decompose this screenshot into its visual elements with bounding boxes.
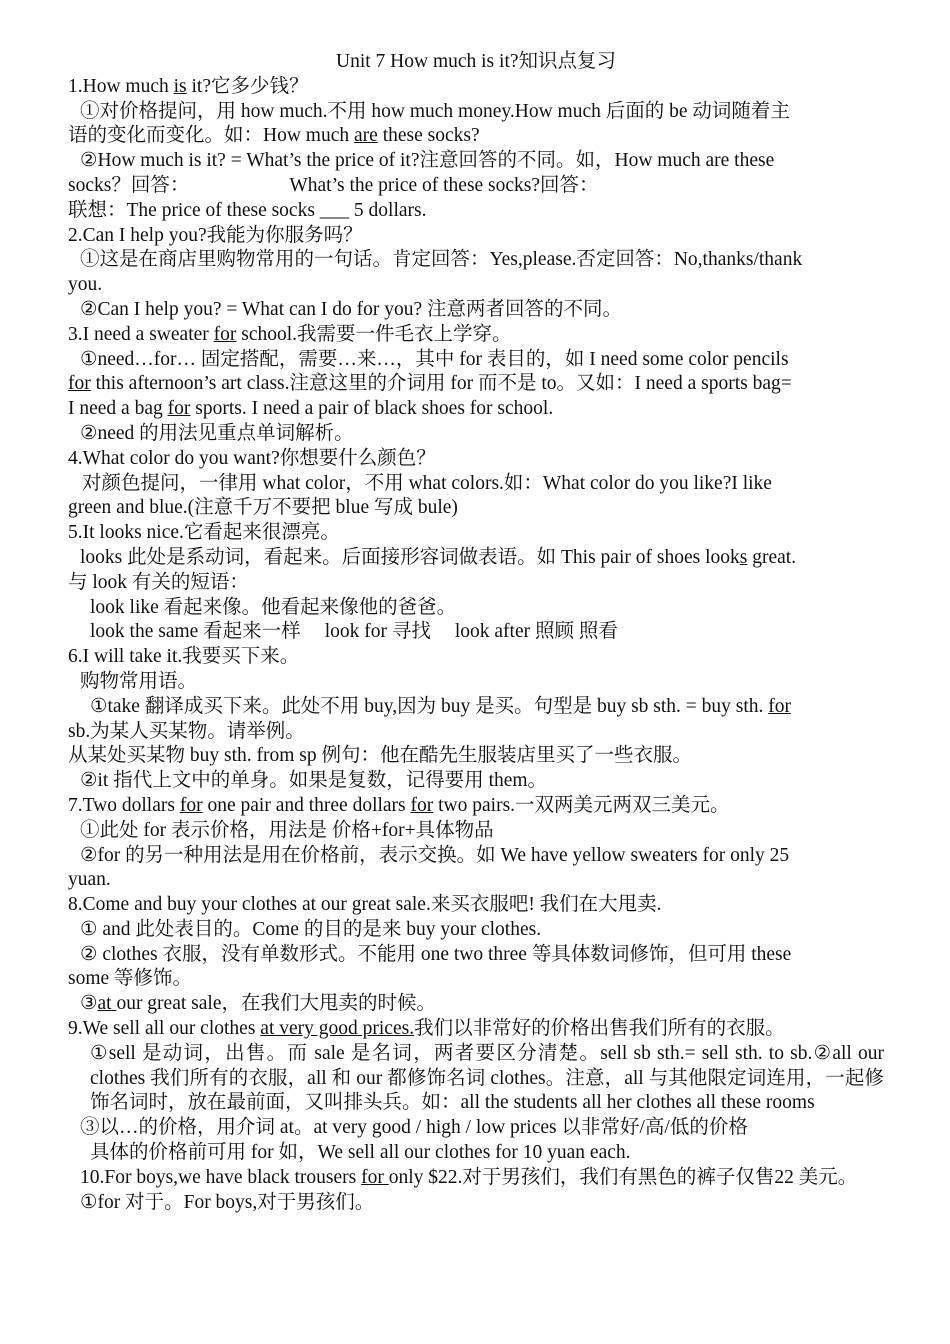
section-6-heading: 6.I will take it.我要买下来。 [68, 646, 300, 668]
section-8-point-2: ② clothes 衣服，没有单数形式。不能用 one two three 等具体数词修饰，但可用 these [80, 943, 792, 965]
section-1-association: 联想：The price of these socks ___ 5 dollars. [68, 199, 427, 221]
page-title: Unit 7 How much is it?知识点复习 [335, 51, 617, 72]
section-2-point-1: ①这是在商店里购物常用的一句话。肯定回答：Yes,please.否定回答：No,thanks/thank [80, 249, 803, 271]
section-3-point-2: ②need 的用法见重点单词解析。 [80, 422, 354, 444]
section-9-point-3: ③以…的价格，用介词 at。at very good / high / low prices 以非常好/高/低的价格 [80, 1117, 748, 1139]
section-1-point-2-cont: socks？回答： What’s the price of these socks?回答： [68, 174, 599, 196]
section-4-point-1: 对颜色提问，一律用 what color，不用 what colors.如：What color do you like?I like [82, 472, 772, 494]
section-2-heading: 2.Can I help you?我能为你服务吗？ [68, 224, 363, 246]
document-page [68, 50, 884, 1215]
section-5-phrase-look-like: look like 看起来像。他看起来像他的爸爸。 [90, 596, 457, 618]
section-8-point-1: ① and 此处表目的。Come 的目的是来 buy your clothes. [80, 918, 542, 940]
section-3-point-1-cont: for this afternoon’s art class.注意这里的介词用 for 而不是 to。又如：I need a sports bag= [68, 373, 792, 395]
section-10-point-1: ①for 对于。For boys,对于男孩们。 [80, 1191, 375, 1213]
section-6-note: 购物常用语。 [80, 670, 198, 692]
section-3-point-1-cont-2: I need a bag for sports. I need a pair of black shoes for school. [68, 398, 554, 420]
section-4-heading: 4.What color do you want?你想要什么颜色？ [68, 447, 436, 469]
section-6-example: 从某处买某物 buy sth. from sp 例句：他在酷先生服装店里买了一些衣服。 [68, 745, 693, 767]
section-5-phrases-intro: 与 look 有关的短语： [68, 571, 249, 593]
section-5-point-1: looks 此处是系动词，看起来。后面接形容词做表语。如 This pair of shoes looks great. [80, 546, 797, 568]
section-3-point-1: ①need…for… 固定搭配，需要…来…，其中 for 表目的，如 I need some color pencils [80, 348, 789, 370]
section-6-point-1: ①take 翻译成买下来。此处不用 buy,因为 buy 是买。句型是 buy sb sth. = buy sth. for [90, 695, 792, 717]
section-5-phrase-list: look the same 看起来一样 look for 寻找 look after 照顾 照看 [90, 621, 618, 643]
section-8-point-3: ③at our great sale，在我们大甩卖的时候。 [80, 993, 436, 1015]
section-10-heading: 10.For boys,we have black trousers for only $22.对于男孩们，我们有黑色的裤子仅售22 美元。 [80, 1166, 858, 1188]
section-3-heading: 3.I need a sweater for school.我需要一件毛衣上学穿。 [68, 323, 512, 345]
section-8-point-2-cont: some 等修饰。 [68, 968, 193, 990]
section-2-point-2: ②Can I help you? = What can I do for you? 注意两者回答的不同。 [80, 298, 623, 320]
section-7-point-2: ②for 的另一种用法是用在价格前，表示交换。如 We have yellow sweaters for only 25 [80, 844, 790, 866]
section-1-heading: 1.How much is it?它多少钱？ [68, 75, 309, 97]
section-1-point-2: ②How much is it? = What’s the price of it?注意回答的不同。如，How much are these [80, 150, 775, 172]
section-4-point-1-cont: green and blue.(注意千万不要把 blue 写成 bule) [68, 497, 458, 519]
section-1-point-1: ①对价格提问，用 how much.不用 how much money.How much 后面的 be 动词随着主 [80, 100, 790, 122]
section-7-point-2-cont: yuan. [68, 869, 111, 891]
section-9-point-3-cont: 具体的价格前可用 for 如，We sell all our clothes for 10 yuan each. [90, 1142, 631, 1164]
section-9-heading: 9.We sell all our clothes at very good prices.我们以非常好的价格出售我们所有的衣服。 [68, 1018, 785, 1040]
section-2-point-1-cont: you. [68, 274, 103, 296]
section-9-point-1: ①sell 是动词，出售。而 sale 是名词，两者要区分清楚。sell sb sth.= sell sth. to sb.②all our clothes 我们所有的衣服，all 和 our 都修饰名词 clothes。注意，all 与其他限定词连用，一起修饰名词时，放在最前面，又叫排头兵。如：all the students all her clothes all these rooms [90, 1042, 884, 1114]
section-5-heading: 5.It looks nice.它看起来很漂亮。 [68, 522, 340, 544]
section-7-point-1: ①此处 for 表示价格，用法是 价格+for+具体物品 [80, 819, 494, 841]
section-6-point-2: ②it 指代上文中的单身。如果是复数，记得要用 them。 [80, 770, 548, 792]
section-8-heading: 8.Come and buy your clothes at our great sale.来买衣服吧! 我们在大甩卖. [68, 894, 662, 916]
section-6-point-1-cont: sb.为某人买某物。请举例。 [68, 720, 305, 742]
section-7-heading: 7.Two dollars for one pair and three dollars for two pairs.一双两美元两双三美元。 [68, 794, 730, 816]
section-1-point-1-cont: 语的变化而变化。如：How much are these socks? [68, 125, 480, 147]
